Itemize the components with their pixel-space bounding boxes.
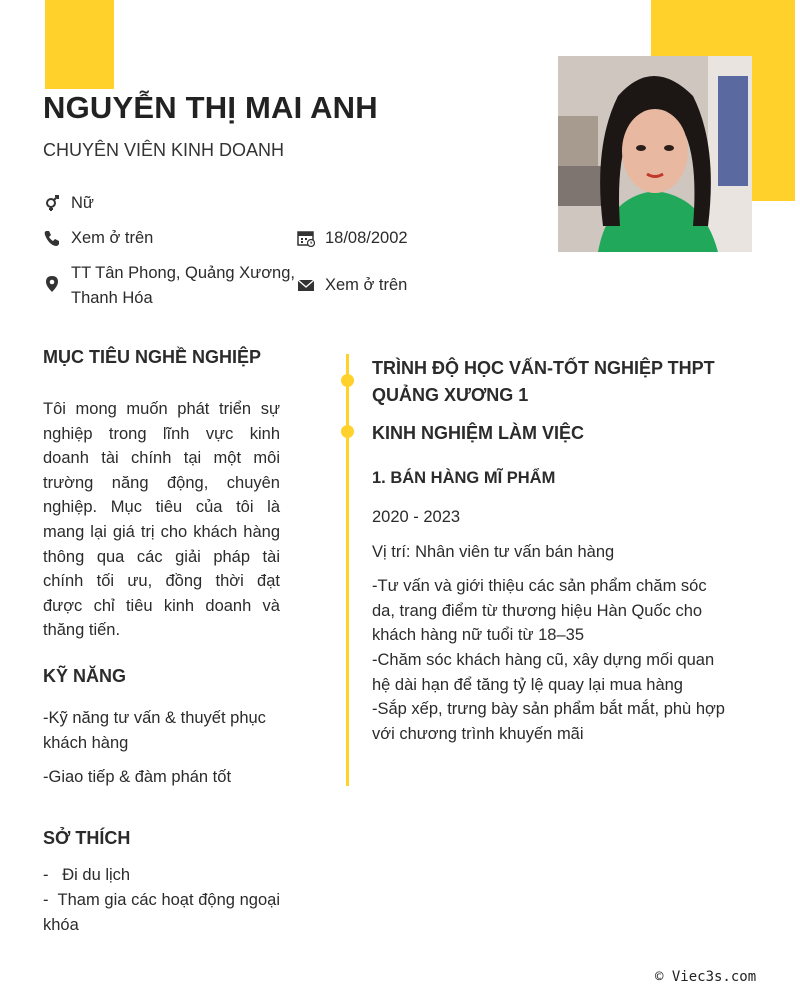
job-period: 2020 - 2023	[372, 508, 461, 526]
experience-heading: KINH NGHIỆM LÀM VIỆC	[372, 423, 585, 443]
job-duty: -Tư vấn và giới thiệu các sản phẩm chăm sóc da, trang điểm từ thương hiệu Hàn Quốc cho khách hàng nữ tuổi từ 18–35	[372, 577, 707, 645]
calendar-icon	[297, 229, 315, 247]
decorative-block-left	[45, 0, 114, 89]
email-info	[297, 273, 407, 298]
job-position: Vị trí: Nhân viên tư vấn bán hàng	[372, 543, 615, 561]
address-value	[71, 261, 295, 311]
skill-item: -Kỹ năng tư vấn & thuyết phục khách hàng	[43, 709, 266, 752]
hobbies-heading: SỞ THÍCH	[43, 828, 131, 848]
phone-info	[43, 226, 153, 251]
gender-value: Nữ	[71, 194, 94, 212]
gender-info	[43, 191, 94, 216]
birthdate-value: 18/08/2002	[325, 229, 408, 247]
birthdate-info	[297, 226, 408, 251]
skill-item: -Giao tiếp & đàm phán tốt	[43, 768, 232, 786]
location-pin-icon	[43, 275, 61, 293]
phone-icon	[43, 229, 61, 247]
timeline-dot	[341, 374, 354, 387]
job-duty: -Sắp xếp, trưng bày sản phẩm bắt mắt, phù hợp với chương trình khuyến mãi	[372, 700, 725, 743]
footer-copyright: © Viec3s.com	[655, 969, 757, 985]
skills-heading: KỸ NĂNG	[43, 666, 127, 686]
candidate-name: NGUYỄN THỊ MAI ANH	[43, 90, 378, 125]
candidate-job-title: CHUYÊN VIÊN KINH DOANH	[43, 140, 285, 160]
address-line-1: TT Tân Phong, Quảng Xương,	[71, 264, 295, 282]
hobby-item: - Đi du lịch	[43, 866, 131, 884]
timeline-line	[346, 354, 349, 786]
education-heading: TRÌNH ĐỘ HỌC VẤN-TỐT NGHIỆP THPT QUẢNG XƯƠNG 1	[372, 358, 715, 405]
email-value: Xem ở trên	[325, 276, 408, 294]
timeline-dot	[341, 425, 354, 438]
hobby-item: - Tham gia các hoạt động ngoại khóa	[43, 891, 285, 934]
gender-icon	[43, 194, 61, 212]
objective-heading: MỤC TIÊU NGHỀ NGHIỆP	[43, 347, 262, 367]
profile-photo	[558, 56, 752, 252]
job-duty: -Chăm sóc khách hàng cũ, xây dựng mối quan hệ dài hạn để tăng tỷ lệ quay lại mua hàng	[372, 651, 715, 694]
job-title: 1. BÁN HÀNG MĨ PHẨM	[372, 469, 556, 487]
envelope-icon	[297, 276, 315, 294]
objective-text: Tôi mong muốn phát triển sự nghiệp trong lĩnh vực kinh doanh tài chính tại một môi trường năng động, chuyên nghiệp. Mục tiêu của tôi là mang lại giá trị cho khách hàng thông qua các giải pháp tài chính tối ưu, đồng thời đạt được chỉ tiêu kinh doanh và thăng tiến.	[43, 400, 280, 640]
phone-value: Xem ở trên	[71, 229, 154, 247]
address-line-2: Thanh Hóa	[71, 289, 153, 307]
address-info	[43, 261, 295, 311]
